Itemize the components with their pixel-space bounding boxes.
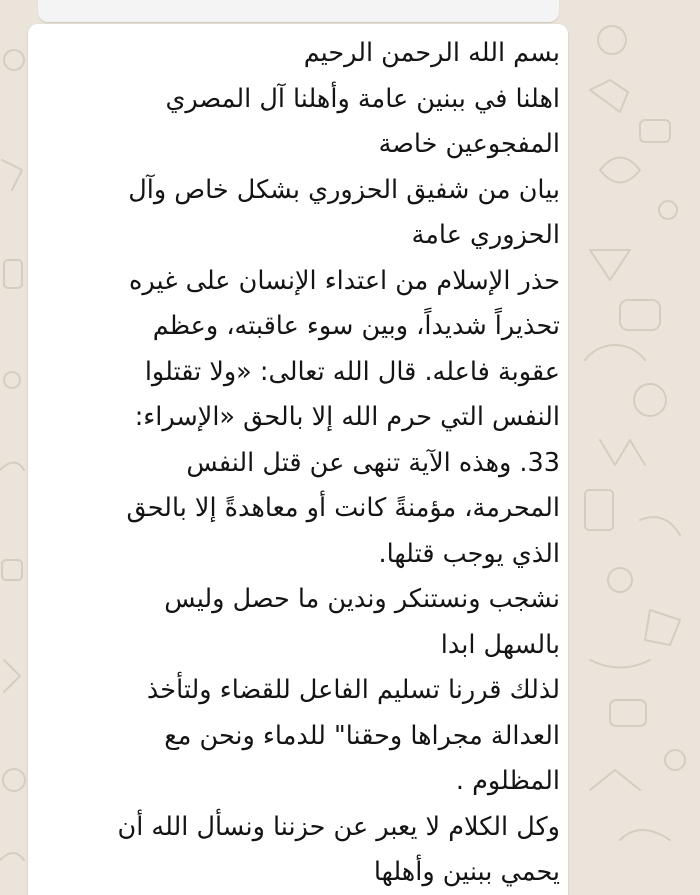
message-line: بالسهل ابدا bbox=[440, 629, 560, 660]
message-line: يحمي ببنين وأهلها bbox=[373, 857, 560, 887]
message-line: العدالة مجراها وحقنا" للدماء ونحن مع bbox=[164, 720, 560, 751]
message-line: وكل الكلام لا يعبر عن حزننا ونسأل الله أن bbox=[117, 811, 560, 842]
message-line: نشجب ونستنكر وندين ما حصل وليس bbox=[164, 584, 560, 614]
message-line: حذر الإسلام من اعتداء الإنسان على غيره bbox=[129, 265, 560, 296]
message-text bbox=[44, 31, 560, 895]
message-line: المظلوم . bbox=[455, 766, 560, 796]
message-line: المحرمة، مؤمنةً كانت أو معاهدةً إلا بالحق bbox=[126, 493, 560, 523]
message-line: بيان من شفيق الحزوري بشكل خاص وآل bbox=[128, 174, 560, 205]
message-line: الحزوري عامة bbox=[411, 220, 560, 250]
message-line: عقوبة فاعله. قال الله تعالى: «ولا تقتلوا bbox=[144, 356, 560, 387]
message-line: الذي يوجب قتلها. bbox=[378, 538, 560, 569]
message-line: تحذيراً شديداً، وبين سوء عاقبته، وعظم bbox=[152, 311, 560, 341]
message-line: النفس التي حرم الله إلا بالحق «الإسراء: bbox=[134, 402, 560, 432]
message-line: لذلك قررنا تسليم الفاعل للقضاء ولتأخذ bbox=[146, 675, 560, 705]
message-line: 33. وهذه الآية تنهى عن قتل النفس bbox=[186, 447, 560, 478]
message-line: اهلنا في ببنين عامة وأهلنا آل المصري bbox=[165, 83, 560, 114]
message-line: بسم الله الرحمن الرحيم bbox=[303, 38, 560, 68]
message-line: المفجوعين خاصة bbox=[378, 129, 560, 159]
previous-message-bubble bbox=[38, 0, 559, 22]
